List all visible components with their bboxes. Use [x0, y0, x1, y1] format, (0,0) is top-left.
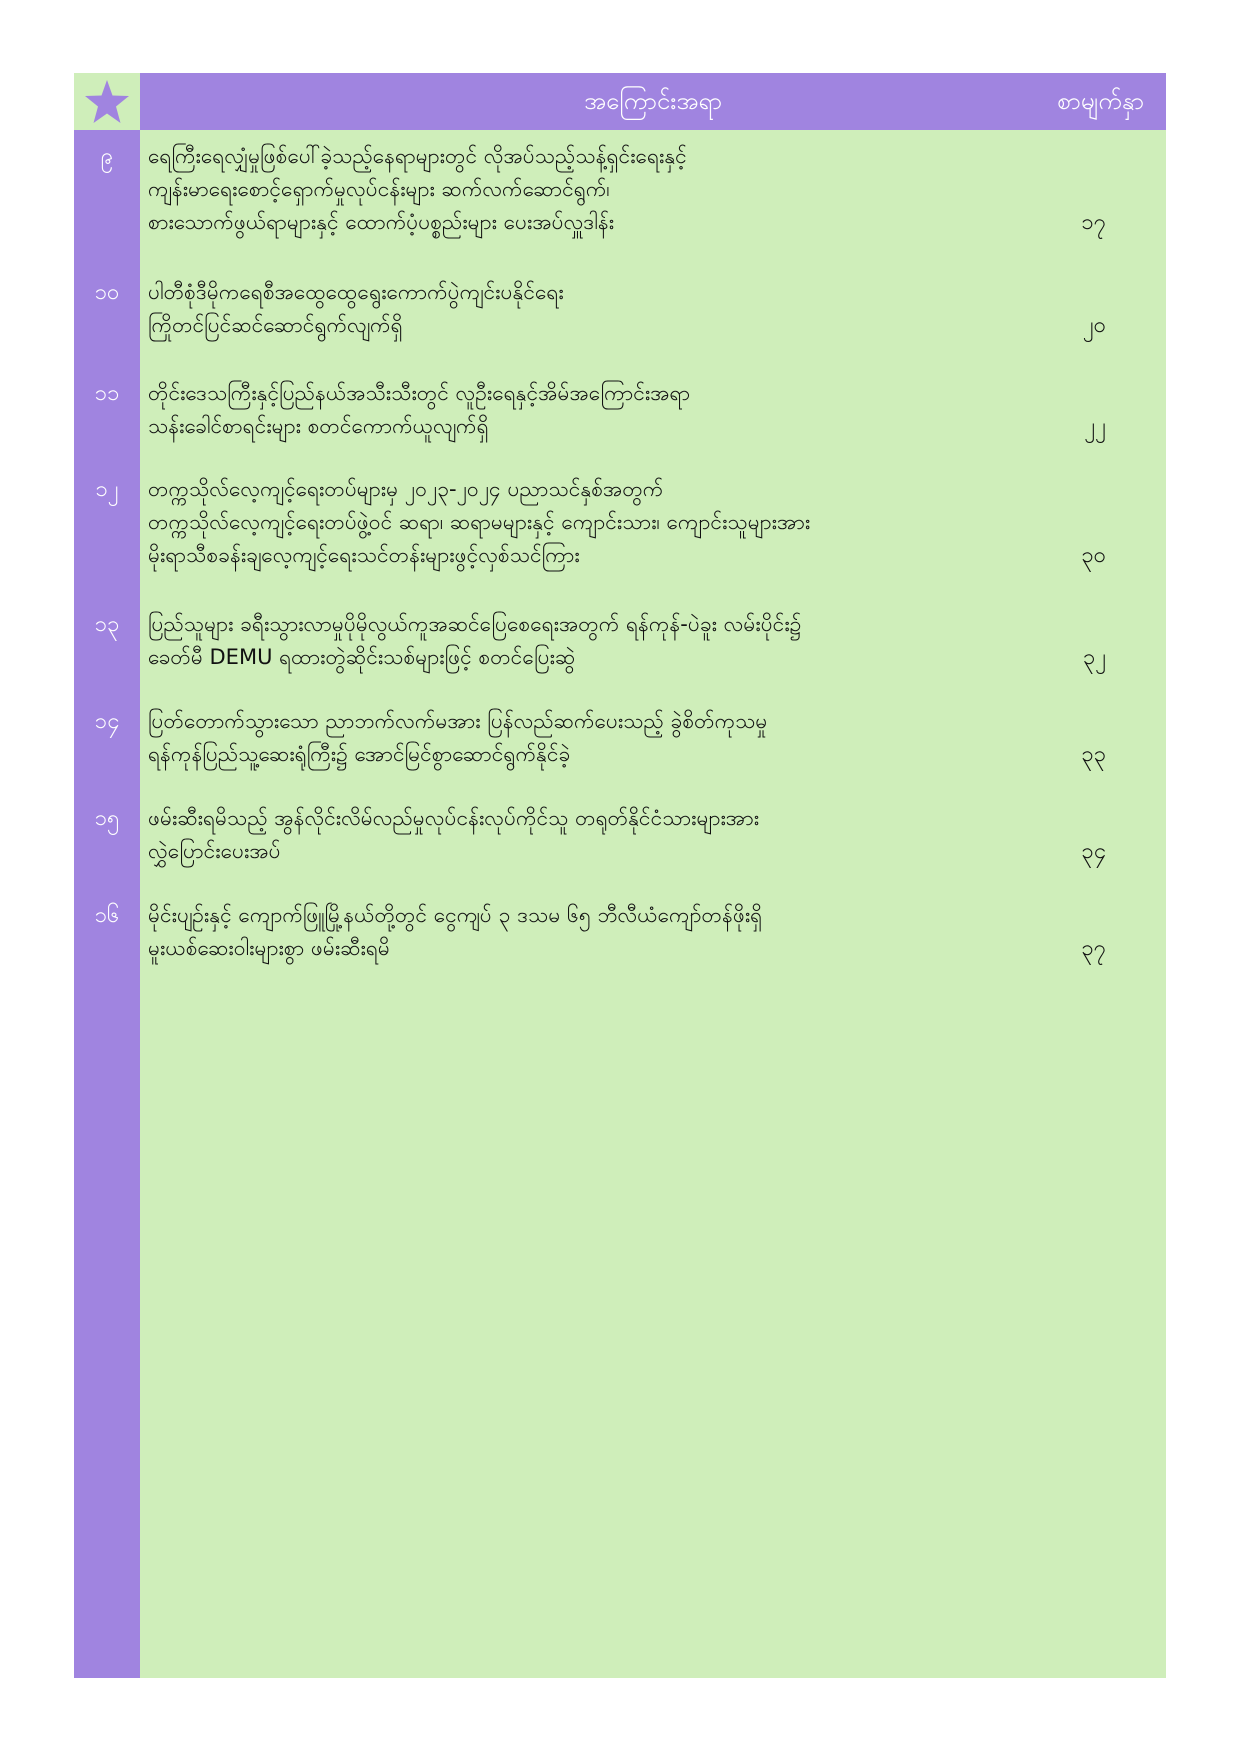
entry-number: ၁၆ — [94, 903, 120, 928]
entry-title-line: တက္ကသိုလ်လေ့ကျင့်ရေးတပ်ဖွဲ့ဝင် ဆရာ၊ ဆရာမများနှင့် ကျောင်းသား၊ ကျောင်းသူများအား — [148, 510, 811, 534]
star-cell — [74, 73, 140, 130]
entry-number: ၁၂ — [95, 477, 119, 502]
entry-title-line: ဖမ်းဆီးရမိသည့် အွန်လိုင်းလိမ်လည်မှုလုပ်ငန်းလုပ်ကိုင်သူ တရုတ်နိုင်ငံသားများအား — [148, 806, 760, 830]
entry-title-line: တိုင်းဒေသကြီးနှင့်ပြည်နယ်အသီးသီးတွင် လူဦးရေနှင့်အိမ်အကြောင်းအရာ — [148, 381, 691, 405]
entry-title-line: တက္ကသိုလ်လေ့ကျင့်ရေးတပ်များမှ ၂၀၂၃-၂၀၂၄ ပညာသင်နှစ်အတွက် — [148, 477, 664, 501]
entry-number: ၁၁ — [94, 381, 120, 406]
entry-title-line: စားသောက်ဖွယ်ရာများနှင့် ထောက်ပံ့ပစ္စည်းများ ပေးအပ်လှူဒါန်း — [148, 210, 615, 234]
entry-page-number: ၃၃ — [1081, 742, 1106, 767]
entry-title-line: ကြိုတင်ပြင်ဆင်ဆောင်ရွက်လျက်ရှိ — [148, 313, 403, 337]
entry-title-line: ပြတ်တောက်သွားသော ညာဘက်လက်မအား ပြန်လည်ဆက်ပေးသည့် ခွဲစိတ်ကုသမှု — [148, 709, 768, 733]
entry-title — [148, 802, 1028, 868]
entry-title-line: ခေတ်မီ DEMU ရထားတွဲဆိုင်းသစ်များဖြင့် စတင်ပြေးဆွဲ — [148, 645, 576, 669]
entry-number: ၉ — [100, 144, 114, 169]
entry-title-line: ပြည်သူများ ခရီးသွားလာမှုပိုမိုလွယ်ကူအဆင်ပြေစေရေးအတွက် ရန်ကုန်-ပဲခူး လမ်းပိုင်း၌ — [148, 612, 802, 636]
toc-header-title: အကြောင်းအရာ — [584, 87, 722, 115]
entry-title — [148, 899, 1028, 965]
entry-number: ၁၅ — [94, 806, 120, 831]
entry-title — [148, 705, 1028, 771]
entry-page-number: ၁၇ — [1081, 210, 1106, 235]
entry-title-line: သန်းခေါင်စာရင်းများ စတင်ကောက်ယူလျက်ရှိ — [148, 414, 489, 438]
entry-page-number: ၂၀ — [1082, 313, 1106, 338]
entry-title-line: ရန်ကုန်ပြည်သူ့ဆေးရုံကြီး၌ အောင်မြင်စွာဆောင်ရွက်နိုင်ခဲ့ — [148, 742, 571, 766]
entry-page-number: ၂၂ — [1084, 414, 1106, 439]
entry-page-number: ၃၀ — [1081, 543, 1106, 568]
entry-number: ၁၄ — [94, 709, 120, 734]
entry-page-number: ၃၇ — [1081, 936, 1106, 961]
toc-header — [140, 73, 1166, 130]
entry-title-line: ပါတီစုံဒီမိုကရေစီအထွေထွေရွေးကောက်ပွဲကျင်းပနိုင်ရေး — [148, 280, 564, 304]
entry-number: ၁၀ — [94, 280, 120, 305]
entry-page-number: ၃၂ — [1082, 645, 1106, 670]
table-of-contents — [74, 73, 1166, 1678]
entry-page-number: ၃၄ — [1081, 839, 1106, 864]
entry-title — [148, 377, 1028, 443]
entry-title — [148, 140, 1028, 239]
toc-header-page-label: စာမျက်နှာ — [1057, 87, 1144, 115]
entry-number: ၁၃ — [94, 612, 120, 637]
toc-content — [94, 130, 1166, 1678]
entry-title — [148, 276, 1028, 342]
entry-title-line: မိုင်းပျဉ်းနှင့် ကျောက်ဖြူမြို့နယ်တို့တွင် ငွေကျပ် ၃ ဒသမ ၆၅ ဘီလီယံကျော်တန်ဖိုးရှိ — [148, 903, 763, 927]
entry-title-line: ကျန်းမာရေးစောင့်ရှောက်မှုလုပ်ငန်းများ ဆက်လက်ဆောင်ရွက်၊ — [148, 177, 610, 201]
entry-title-line: ရေကြီးရေလျှံမှုဖြစ်ပေါ်ခဲ့သည့်နေရာများတွင် လိုအပ်သည့်သန့်ရှင်းရေးနှင့် — [148, 144, 687, 168]
entry-title — [148, 608, 1028, 674]
star-icon — [83, 78, 131, 126]
entry-title-line: မိုးရာသီစခန်းချလေ့ကျင့်ရေးသင်တန်းများဖွင့်လှစ်သင်ကြား — [148, 543, 580, 567]
entry-title-line: လွှဲပြောင်းပေးအပ် — [148, 839, 281, 863]
entry-title — [148, 473, 1028, 572]
entry-title-line: မူးယစ်ဆေးဝါးများစွာ ဖမ်းဆီးရမိ — [148, 936, 390, 960]
